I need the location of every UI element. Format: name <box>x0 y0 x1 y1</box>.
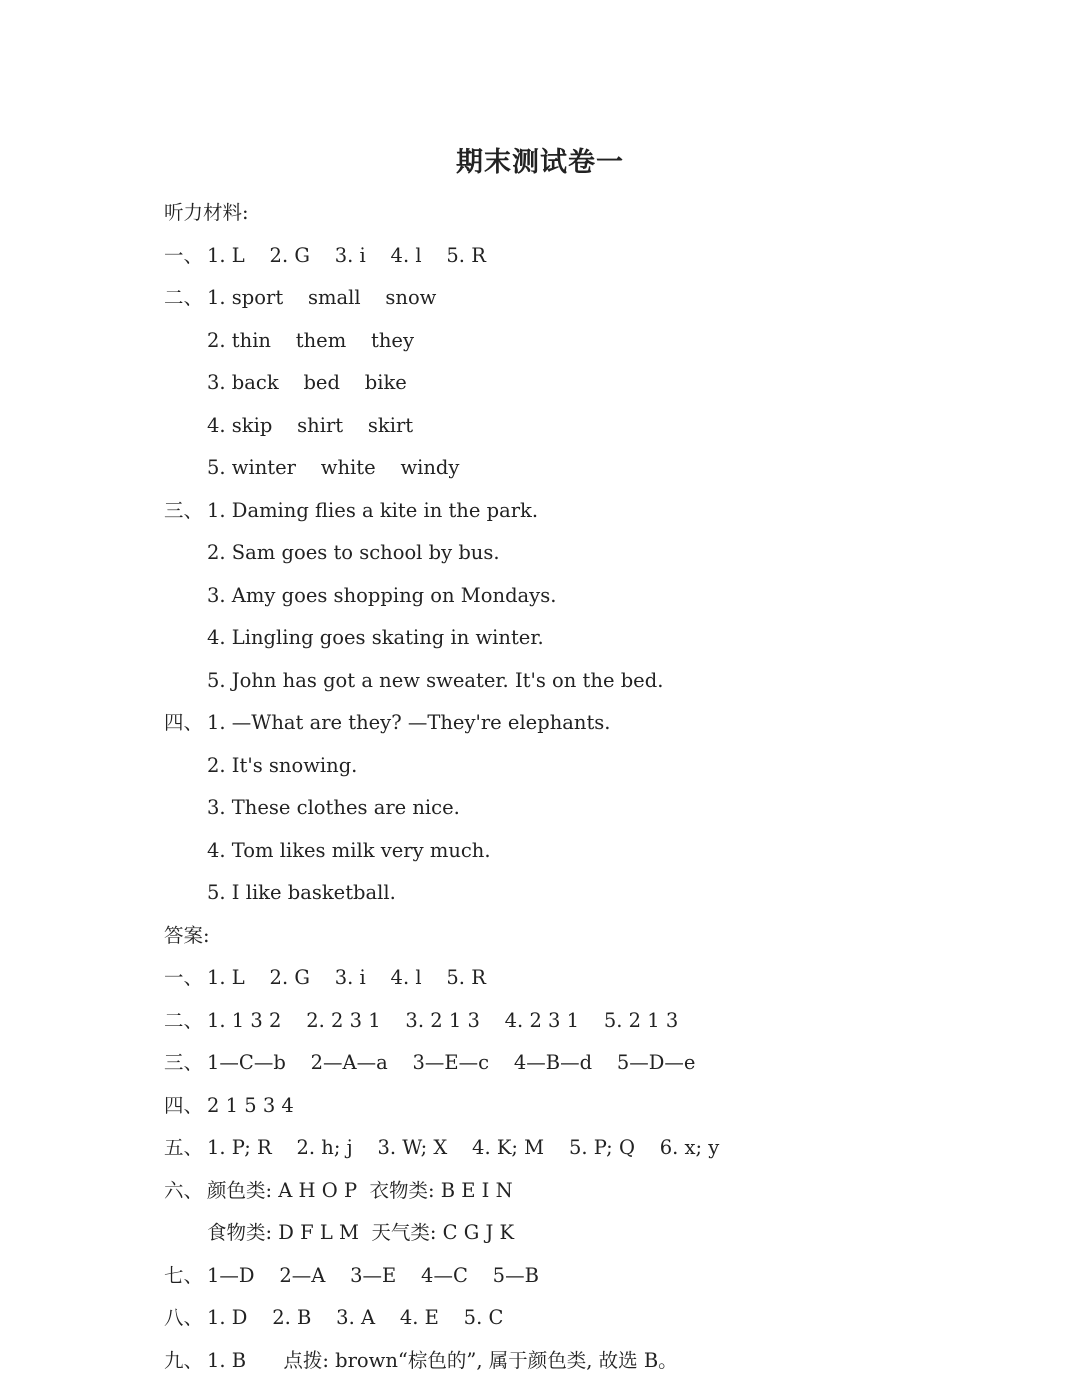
section-number: 四、 <box>164 1093 204 1117</box>
section-number: 一、 <box>164 243 204 267</box>
answer-section-8 <box>164 1297 1044 1340</box>
section-text: 1. D 2. B 3. A 4. E 5. C <box>207 1306 504 1329</box>
section-text: 1. L 2. G 3. i 4. l 5. R <box>207 966 486 989</box>
document-body <box>164 192 1044 1382</box>
section-number: 九、 <box>164 1348 204 1372</box>
answer-section-3 <box>164 1042 1044 1085</box>
listening-section-1 <box>164 235 1044 278</box>
section-text: 2 1 5 3 4 <box>207 1093 294 1117</box>
answers-heading: 答案: <box>164 923 210 947</box>
list-item: 3. Amy goes shopping on Mondays. <box>207 583 557 607</box>
section-text: 1. L 2. G 3. i 4. l 5. R <box>207 243 486 267</box>
list-item: 1. Daming flies a kite in the park. <box>207 498 539 522</box>
section-number: 三、 <box>164 498 204 522</box>
section-text: 1—D 2—A 3—E 4—C 5—B <box>207 1263 539 1287</box>
listening-section-4 <box>164 702 1044 745</box>
page-title: 期末测试卷一 <box>456 147 624 178</box>
list-item: 5. winter white windy <box>207 456 460 479</box>
listening-heading: 听力材料: <box>164 201 249 224</box>
answer-section-1 <box>164 957 1044 1000</box>
list-item: 1. —What are they? —They're elephants. <box>207 711 611 734</box>
list-item: 2. thin them they <box>207 328 414 352</box>
answer-section-4 <box>164 1085 1044 1128</box>
section-number: 三、 <box>164 1051 204 1074</box>
answer-section-6-continued: 食物类: D F L M 天气类: C G J K <box>207 1221 515 1244</box>
section-number: 六、 <box>164 1178 204 1202</box>
section-text: 1. P; R 2. h; j 3. W; X 4. K; M 5. P; Q 6. x; y <box>207 1136 720 1159</box>
section-text: 1. B 点拨: brown“棕色的”, 属于颜色类, 故选 B。 <box>207 1348 678 1372</box>
listening-section-2 <box>164 277 1044 320</box>
listening-section-3 <box>164 490 1044 533</box>
answer-section-6 <box>164 1170 1044 1213</box>
list-item: 5. John has got a new sweater. It's on the bed. <box>207 668 664 692</box>
answer-section-2 <box>164 1000 1044 1043</box>
list-item: 4. Lingling goes skating in winter. <box>207 626 544 649</box>
section-number: 二、 <box>164 286 204 309</box>
section-number: 七、 <box>164 1263 204 1287</box>
list-item: 5. I like basketball. <box>207 881 396 904</box>
list-item: 2. It's snowing. <box>207 753 358 777</box>
section-text: 1. 1 3 2 2. 2 3 1 3. 2 1 3 4. 2 3 1 5. 2 1 3 <box>207 1008 679 1032</box>
list-item: 4. Tom likes milk very much. <box>207 838 491 862</box>
section-number: 八、 <box>164 1306 204 1329</box>
section-number: 一、 <box>164 966 204 989</box>
section-text: 1—C—b 2—A—a 3—E—c 4—B—d 5—D—e <box>207 1051 696 1074</box>
section-number: 五、 <box>164 1136 204 1159</box>
list-item: 4. skip shirt skirt <box>207 413 414 437</box>
section-text: 颜色类: A H O P 衣物类: B E I N <box>207 1178 513 1202</box>
list-item: 3. These clothes are nice. <box>207 796 460 819</box>
section-number: 四、 <box>164 711 204 734</box>
list-item: 2. Sam goes to school by bus. <box>207 541 500 564</box>
list-item: 1. sport small snow <box>207 286 437 309</box>
section-number: 二、 <box>164 1008 204 1032</box>
answer-section-9 <box>164 1340 1044 1383</box>
answer-section-7 <box>164 1255 1044 1298</box>
answer-section-5 <box>164 1127 1044 1170</box>
list-item: 3. back bed bike <box>207 371 407 394</box>
